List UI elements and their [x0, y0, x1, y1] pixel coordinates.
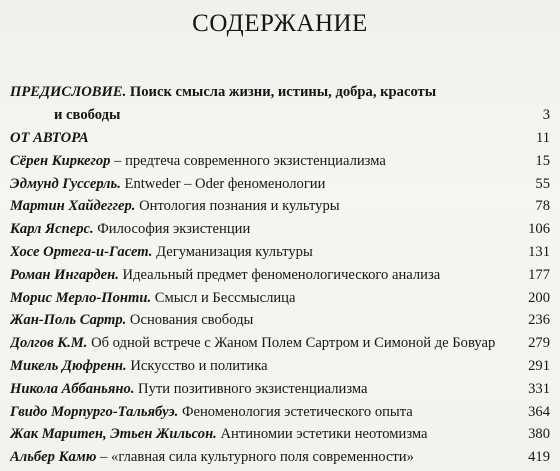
toc-entry-page: 236: [528, 312, 550, 329]
toc-entry-page: 106: [528, 221, 550, 238]
toc-entry-text: [10, 355, 268, 378]
toc-entry-author: Роман Ингарден.: [10, 266, 119, 283]
toc-entry-dufrenne[interactable]: [10, 355, 550, 378]
toc-entry-jaspers[interactable]: [10, 218, 550, 241]
toc-entry-text: [10, 446, 414, 469]
toc-entry-text: [10, 332, 495, 355]
toc-entry-from-author[interactable]: [10, 127, 550, 150]
toc-entry-author: Хосе Ортега-и-Гасет.: [10, 243, 153, 260]
table-of-contents: [10, 82, 550, 469]
toc-entry-text: [10, 195, 340, 218]
toc-entry-title: Основания свободы: [126, 312, 254, 329]
toc-entry-title: Антиномии эстетики неотомизма: [216, 426, 428, 443]
toc-entry-text: [10, 423, 428, 446]
toc-entry-page: 331: [528, 380, 550, 397]
toc-entry-page: 177: [528, 266, 550, 283]
toc-entry-text: [10, 173, 325, 196]
toc-entry-page: 419: [528, 449, 550, 466]
toc-entry-author: Альбер Камю: [10, 449, 97, 466]
toc-entry-title: Феноменология эстетического опыта: [178, 403, 413, 420]
toc-entry-author: Никола Аббаньяно.: [10, 380, 135, 397]
toc-entry-author: Эдмунд Гуссерль.: [10, 175, 121, 192]
toc-entry-camus[interactable]: [10, 446, 550, 469]
toc-entry-text: [10, 218, 250, 241]
toc-entry-dolgov[interactable]: [10, 332, 550, 355]
toc-entry-title: Искусство и политика: [126, 357, 268, 374]
toc-entry-preface-continued[interactable]: [10, 103, 550, 127]
toc-entry-author: Мартин Хайдеггер.: [10, 198, 136, 215]
toc-entry-text: [10, 241, 313, 264]
toc-entry-title: – «главная сила культурного поля современности»: [96, 449, 414, 466]
toc-entry-page: 291: [528, 357, 550, 374]
toc-entry-page: 131: [528, 243, 550, 260]
toc-entry-author: ПРЕДИСЛОВИЕ.: [10, 84, 127, 100]
toc-entry-kierkegaard[interactable]: [10, 150, 550, 173]
toc-entry-ortega[interactable]: [10, 241, 550, 264]
toc-entry-text: [10, 82, 436, 103]
toc-entry-author: ОТ АВТОРА: [10, 130, 89, 146]
toc-entry-page: 78: [535, 198, 550, 215]
toc-entry-author: Карл Ясперс.: [10, 221, 94, 238]
toc-entry-title: Дегуманизация культуры: [152, 243, 313, 260]
toc-entry-text: [10, 150, 386, 173]
toc-entry-title: – предтеча современного экзистенциализма: [110, 152, 386, 169]
toc-entry-text: [10, 103, 120, 127]
toc-entry-author: Морис Мерло-Понти.: [10, 289, 152, 306]
toc-entry-page: 279: [528, 335, 550, 352]
toc-entry-author: Жак Маритен, Этьен Жильсон.: [10, 426, 217, 443]
toc-entry-text: [10, 401, 413, 424]
toc-entry-text: [10, 127, 89, 150]
toc-entry-text: [10, 378, 368, 401]
toc-entry-title: Философия экзистенции: [93, 221, 251, 238]
toc-entry-author: Микель Дюфренн.: [10, 357, 127, 374]
toc-entry-page: 200: [528, 289, 550, 306]
toc-entry-text: [10, 264, 440, 287]
toc-entry-sartre[interactable]: [10, 309, 550, 332]
page-title: СОДЕРЖАНИЕ: [192, 10, 368, 37]
toc-entry-maritain-gilson[interactable]: [10, 423, 550, 446]
toc-entry-title: Онтология познания и культуры: [135, 198, 340, 215]
toc-entry-title: Об одной встрече с Жаном Полем Сартром и Симоной де Бовуар: [87, 335, 496, 352]
toc-entry-ingarden[interactable]: [10, 264, 550, 287]
toc-entry-page: 380: [528, 426, 550, 443]
toc-entry-author: Долгов К.М.: [10, 335, 88, 352]
toc-entry-merleau-ponty[interactable]: [10, 287, 550, 310]
toc-entry-husserl[interactable]: [10, 173, 550, 196]
toc-entry-title: Пути позитивного экзистенциализма: [134, 380, 368, 397]
toc-entry-page: 364: [528, 403, 550, 420]
toc-entry-abbagnano[interactable]: [10, 378, 550, 401]
toc-entry-page: 11: [535, 130, 550, 146]
toc-entry-morpurgo[interactable]: [10, 401, 550, 424]
toc-entry-title: Поиск смысла жизни, истины, добра, красоты: [126, 84, 437, 100]
toc-entry-title: Идеальный предмет феноменологического анализа: [118, 266, 441, 283]
toc-entry-title: и свободы: [54, 107, 121, 123]
toc-entry-author: Гвидо Морпурго-Тальябуэ.: [10, 403, 179, 420]
toc-entry-page: 15: [535, 152, 550, 169]
toc-entry-author: Жан-Поль Сартр.: [10, 312, 127, 329]
toc-entry-text: [10, 287, 295, 310]
toc-entry-title: Entweder – Oder феноменологии: [120, 175, 326, 192]
toc-entry-text: [10, 309, 253, 332]
toc-entry-heidegger[interactable]: [10, 195, 550, 218]
toc-entry-title: Смысл и Бессмыслица: [151, 289, 296, 306]
toc-entry-page: 3: [542, 107, 550, 123]
toc-entry-preface[interactable]: [10, 82, 550, 103]
toc-entry-page: 55: [535, 175, 550, 192]
toc-entry-author: Сёрен Киркегор: [10, 152, 111, 169]
